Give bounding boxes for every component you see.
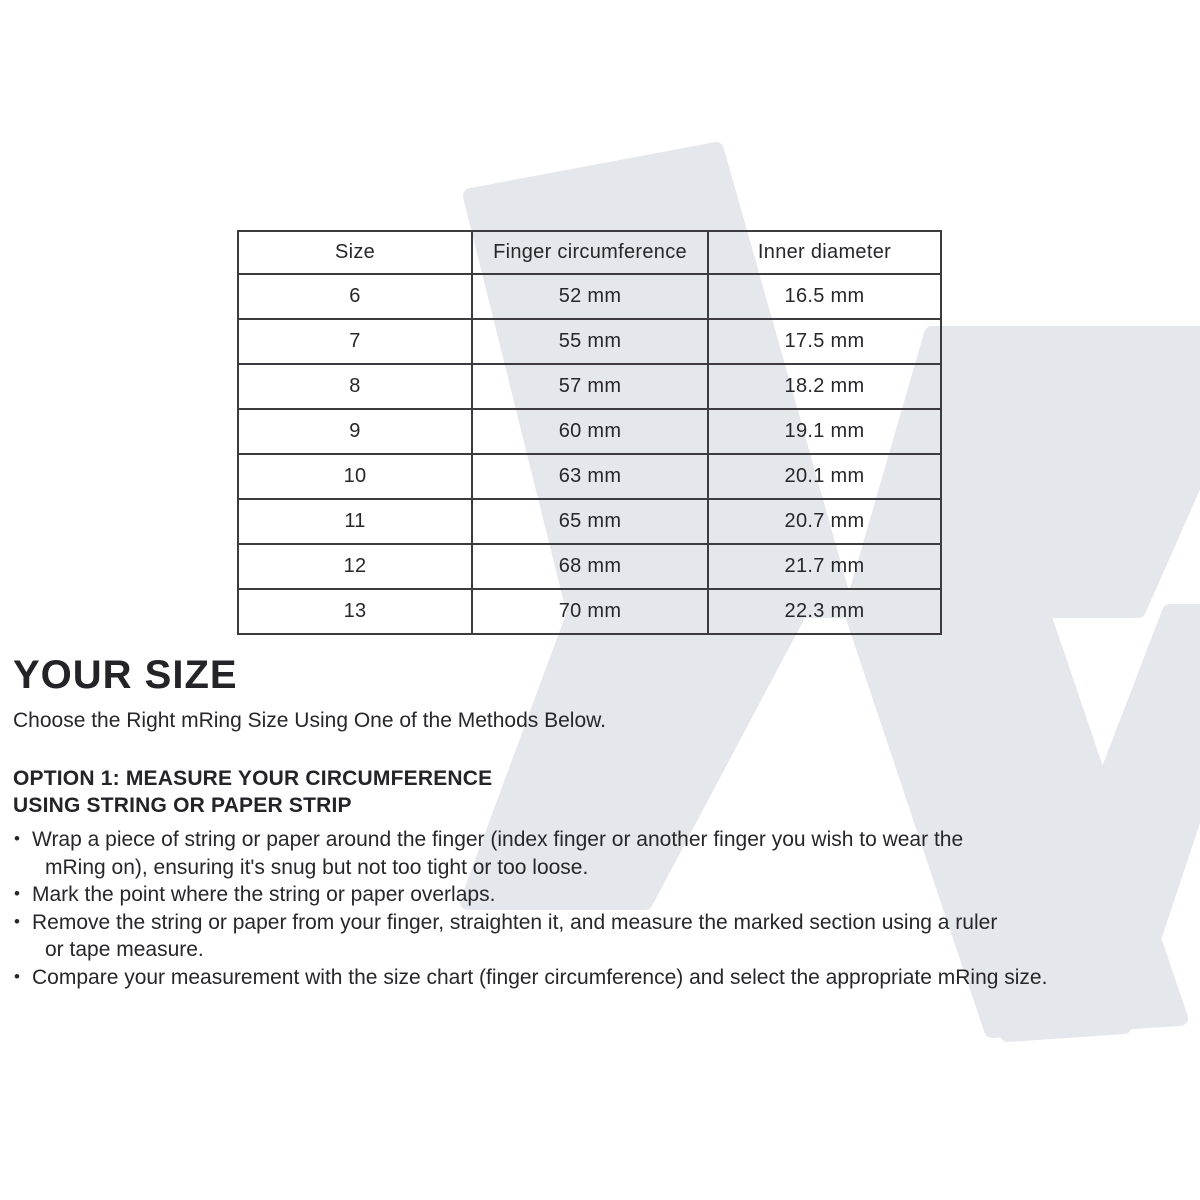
instruction-line: Mark the point where the string or paper overlaps. <box>32 883 496 906</box>
diameter-cell: 16.5 mm <box>708 274 941 319</box>
size-cell: 7 <box>238 319 472 364</box>
instruction-line: Remove the string or paper from your finger, straighten it, and measure the marked section using a ruler <box>32 910 998 934</box>
bullet-icon: • <box>14 966 20 986</box>
instruction-line: or tape measure. <box>45 938 204 961</box>
option1-heading-line2: USING STRING OR PAPER STRIP <box>13 794 352 817</box>
circumference-cell: 60 mm <box>472 409 708 454</box>
circumference-cell: 63 mm <box>472 454 708 499</box>
size-cell: 12 <box>238 544 472 589</box>
table-row <box>238 544 941 589</box>
diameter-cell: 20.1 mm <box>708 454 941 499</box>
circumference-cell: 57 mm <box>472 364 708 409</box>
instruction-item <box>13 881 1200 909</box>
circumference-cell: 70 mm <box>472 589 708 634</box>
size-cell: 13 <box>238 589 472 634</box>
table-row <box>238 364 941 409</box>
diameter-cell: 20.7 mm <box>708 499 941 544</box>
bullet-icon: • <box>14 829 20 848</box>
table-row <box>238 589 941 634</box>
option1-heading-line1: OPTION 1: MEASURE YOUR CIRCUMFERENCE <box>13 767 493 790</box>
size-cell: 11 <box>238 499 472 544</box>
bullet-icon: • <box>14 911 20 931</box>
header-inner-diameter: Inner diameter <box>708 231 941 274</box>
table-row <box>238 454 941 499</box>
diameter-cell: 18.2 mm <box>708 364 941 409</box>
instruction-item <box>13 826 1200 881</box>
size-cell: 10 <box>238 454 472 499</box>
size-cell: 8 <box>238 364 472 409</box>
table-row <box>238 499 941 544</box>
circumference-cell: 65 mm <box>472 499 708 544</box>
sizing-guide <box>13 654 1200 991</box>
table-header-row <box>238 231 941 274</box>
guide-subtitle: Choose the Right mRing Size Using One of the Methods Below. <box>13 709 606 732</box>
instruction-item <box>13 964 1200 992</box>
bullet-icon: • <box>14 884 20 903</box>
option1-heading <box>13 765 1200 819</box>
circumference-cell: 55 mm <box>472 319 708 364</box>
table-row <box>238 274 941 319</box>
header-size: Size <box>238 231 472 274</box>
circumference-cell: 68 mm <box>472 544 708 589</box>
diameter-cell: 17.5 mm <box>708 319 941 364</box>
diameter-cell: 22.3 mm <box>708 589 941 634</box>
circumference-cell: 52 mm <box>472 274 708 319</box>
diameter-cell: 21.7 mm <box>708 544 941 589</box>
table-row <box>238 319 941 364</box>
header-finger-circumference: Finger circumference <box>472 231 708 274</box>
instruction-line: Compare your measurement with the size chart (finger circumference) and select the appropriate mRing size. <box>32 965 1048 989</box>
size-cell: 6 <box>238 274 472 319</box>
table-row <box>238 409 941 454</box>
ring-size-table <box>237 230 942 635</box>
instruction-item <box>13 909 1200 964</box>
size-cell: 9 <box>238 409 472 454</box>
page-title: YOUR SIZE <box>13 653 238 697</box>
instructions-list <box>13 826 1200 991</box>
diameter-cell: 19.1 mm <box>708 409 941 454</box>
instruction-line: Wrap a piece of string or paper around the finger (index finger or another finger you wish to wear the <box>32 828 964 851</box>
instruction-line: mRing on), ensuring it's snug but not too tight or too loose. <box>45 855 589 879</box>
